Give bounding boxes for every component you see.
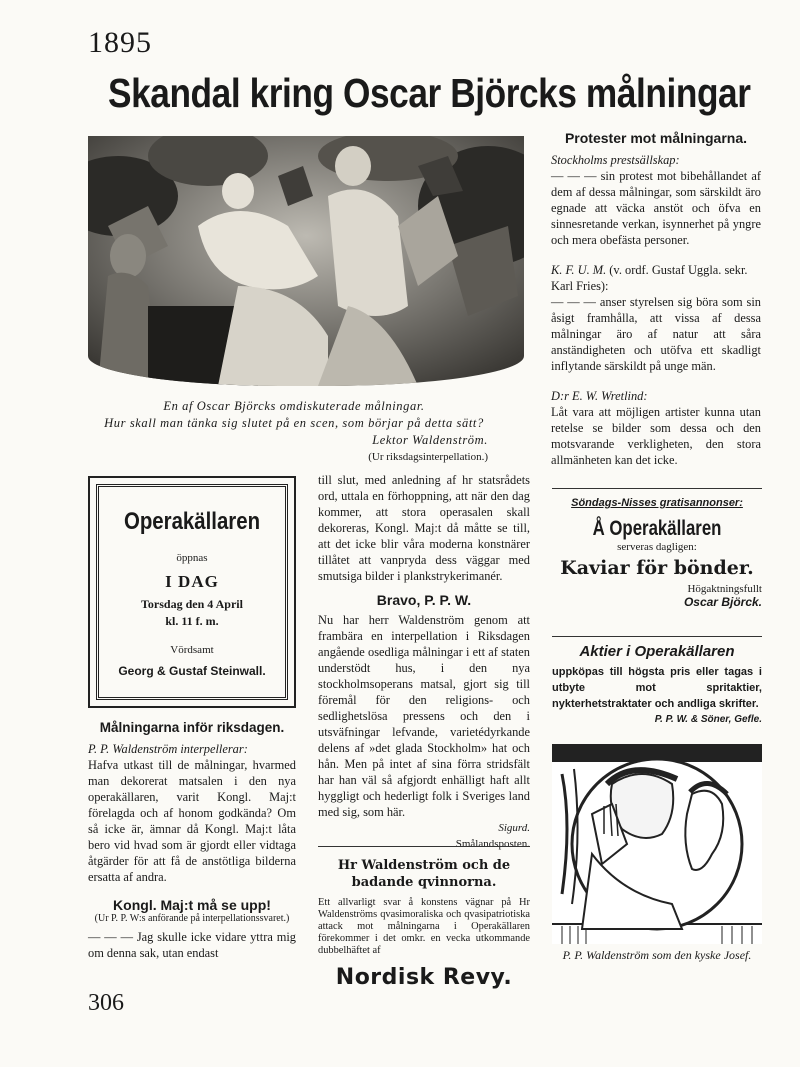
advert-line-6: Georg & Gustaf Steinwall. — [118, 664, 266, 678]
riksdag-source: P. P. Waldenström interpellerar: — [88, 742, 248, 756]
kongl-title: Kongl. Maj:t må se upp! — [113, 897, 271, 913]
protest-source-3: D:r E. W. Wretlind: — [551, 389, 648, 403]
protest-text-2: — — — anser styrelsen sig böra som sin åsigt framhålla, att vissa af dessa målningar äro af natur att såra anständigheten och utöfva ett skadligt inflytande särskildt på unge män. — [551, 295, 761, 373]
middle-column — [318, 472, 530, 852]
protest-source-2-org: K. F. U. M. — [551, 263, 607, 277]
riksdag-text: Hafva utkast till de målningar, hvarmed man dekorerat matsalen i den nya operakällaren, varit Kongl. Maj:t förelagda och af honom godkända? Om så icke är, ämnar då Kongl. Maj:t låta bero vid hvad som är gjordt eller vidtaga åtgärder för att få de anstötliga bilderna ersatta af andra. — [88, 758, 296, 884]
bravo-signature: Sigurd. — [498, 822, 530, 834]
advert-line-1: öppnas — [176, 552, 208, 564]
sondag-line-2: Kaviar för bönder. — [560, 557, 754, 579]
revy-text: Ett allvarligt svar å konstens vägnar på Hr Waldenströms qvasimoraliska och qvasipatriotiska attack mot målningarna i Operakällaren förekommer i det omkr. en vecka utkommande dubbelhäftet af — [318, 897, 530, 956]
revy-title: Hr Waldenström och de badande qvinnorna. — [337, 858, 511, 890]
sondags-nisse-advert — [552, 488, 762, 609]
protest-source-1: Stockholms prestsällskap: — [551, 153, 680, 167]
page-number: 306 — [88, 990, 124, 1016]
advert-line-2: I DAG — [165, 572, 219, 591]
caption-line-1: En af Oscar Björcks omdiskuterade målningar. — [163, 399, 425, 413]
aktier-text: uppköpas till högsta pris eller tagas i utbyte mot spritaktier, nykterhetstraktater och andliga skrifter. — [552, 666, 762, 710]
page-headline: Skandal kring Oscar Björcks målningar — [108, 70, 751, 116]
advert-line-5: Vördsamt — [170, 644, 214, 656]
kongl-text: — — — Jag skulle icke vidare yttra mig om denna sak, utan endast — [88, 930, 296, 960]
kongl-subtitle: (Ur P. P. W:s anförande på interpellationssvaret.) — [94, 913, 290, 924]
caption-source: (Ur riksdagsinterpellation.) — [368, 451, 488, 463]
protests-title: Protester mot målningarna. — [564, 130, 748, 146]
caricature-illustration — [552, 744, 762, 944]
sondag-name: Å Operakällaren — [592, 517, 722, 540]
bravo-title: Bravo, P. P. W. — [376, 592, 472, 608]
advert-line-4: kl. 11 f. m. — [165, 614, 219, 628]
aktier-firm: P. P. W. & Söner, Gefle. — [654, 714, 762, 725]
bravo-source: Smålandsposten. — [455, 838, 530, 850]
bravo-text: Nu har herr Waldenström genom att frambära en interpellation i Riksdagen angående osedliga målningar i ett af staten understödt hus, i den nya stockholmsoperans matsal, gjort sig till föremål för den religions- och sedlighetslösa pressens och den i utsväfningar lefvande, varietédyrkande delens af »det glada Stockholm» hat och hån. Men på intet af sina förra stridsfält har han väl så afgjordt enhälligt haft allt hyggligt och hederligt folk i Sveriges land med sig, som här. — [318, 613, 530, 819]
figure-caption — [88, 398, 500, 466]
nordisk-revy-advert — [318, 846, 530, 990]
advert-line-3: Torsdag den 4 April — [141, 597, 243, 611]
year-heading: 1895 — [88, 26, 152, 59]
protests-column — [551, 130, 761, 472]
sondag-line-1: serveras dagligen: — [617, 541, 697, 553]
riksdag-title: Målningarna inför riksdagen. — [99, 720, 285, 735]
aktier-advert — [552, 636, 762, 725]
operakallaren-advert — [88, 476, 296, 708]
aktier-title: Aktier i Operakällaren — [579, 643, 735, 660]
protest-text-3: Låt vara att möjligen artister kunna utan retelse se bilder som dessa och den motsvarande verkligheten, den stora allmänheten kan det icke. — [551, 405, 761, 467]
middle-text-1: till slut, med anledning af hr statsrådets ord, uttala en förhoppning, att när den dag kommer, att stora operasalen skall dekoreras, Kongl. Maj:t då måtte se till, att det icke blir våra moderna konstnärer tillåtet att vanpryda dess väggar med smutsiga bilder i plankstrykerimanér. — [318, 473, 530, 583]
sondag-line-3: Högaktningsfullt — [687, 583, 762, 595]
sondag-heading: Söndags-Nisses gratisannonser: — [571, 497, 743, 509]
protest-source-2-rest: (v. ordf. Gustaf Uggla. sekr. Karl Fries): — [551, 263, 748, 293]
illustration-caption: P. P. Waldenström som den kyske Josef. — [562, 948, 752, 962]
painting-image — [88, 136, 524, 386]
caption-attribution: Lektor Waldenström. — [372, 433, 488, 447]
advert-name: Operakällaren — [123, 508, 261, 535]
caption-line-2: Hur skall man tänka sig slutet på en scen, som börjar på detta sätt? — [104, 416, 484, 430]
protest-text-1: — — — sin protest mot bibehållandet af dem af dessa målningar, som särskildt äro egnade att väcka anstöt och öfva en sinnesretande verkan, isynnerhet på yngre och mera obefästa personer. — [551, 169, 761, 247]
sondag-line-4: Oscar Björck. — [683, 595, 762, 609]
revy-name: Nordisk Revy. — [335, 965, 513, 990]
riksdag-column — [88, 720, 296, 961]
protest-source-2 — [551, 262, 761, 294]
